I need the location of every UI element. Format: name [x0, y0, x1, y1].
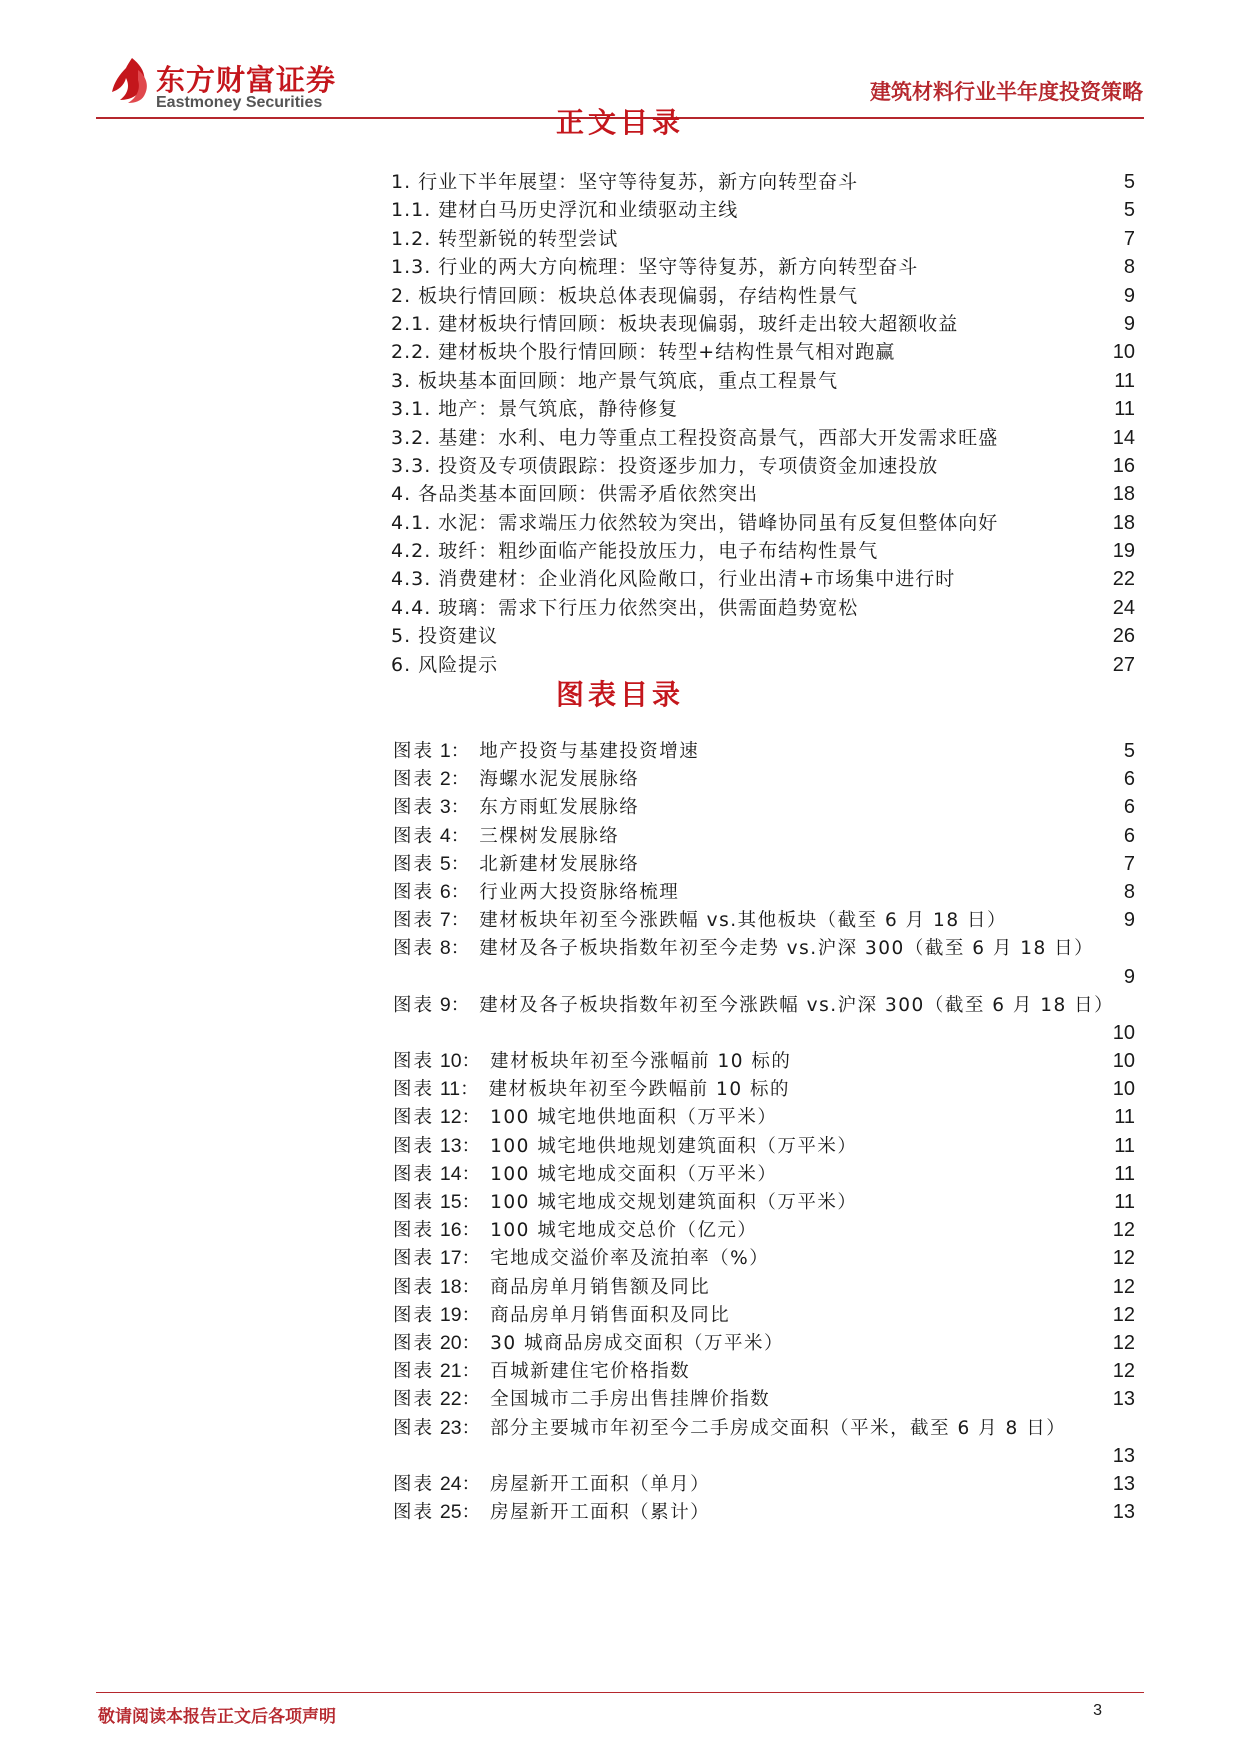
- figure-colon: ：: [461, 1192, 481, 1214]
- figure-entry-label: [393, 1329, 784, 1358]
- figure-entry[interactable]: [393, 1357, 1135, 1385]
- footer-divider: [96, 1692, 1144, 1693]
- figure-entry-page: 13: [1112, 1472, 1135, 1495]
- toc-entry-page: 26: [1112, 625, 1135, 648]
- figure-number: 25: [439, 1501, 462, 1524]
- toc-entry-page: 9: [1123, 312, 1135, 335]
- figure-number: 4: [439, 824, 451, 847]
- figure-entry[interactable]: [393, 1301, 1135, 1329]
- figure-caption: 建材板块年初至今涨跌幅 vs.其他板块（截至 6 月 18 日）: [479, 910, 1007, 932]
- figure-entry-label: [393, 1244, 769, 1273]
- figure-entry-page: 10: [1112, 1021, 1135, 1044]
- figure-entry-page: 11: [1114, 1162, 1135, 1185]
- figure-entry[interactable]: [393, 1188, 1135, 1216]
- toc-entry-page: 16: [1112, 454, 1135, 477]
- figure-caption: 建材板块年初至今涨幅前 10 标的: [490, 1051, 792, 1073]
- figure-colon: ：: [461, 1163, 481, 1185]
- figure-entry[interactable]: [393, 737, 1135, 765]
- figure-entry[interactable]: [393, 1160, 1135, 1188]
- figure-entry-page: 9: [1123, 965, 1135, 988]
- figure-number: 21: [439, 1360, 462, 1383]
- figure-entry-page: 5: [1123, 740, 1135, 762]
- figure-caption: 100 城宅地供地规划建筑面积（万平米）: [490, 1135, 858, 1157]
- figure-prefix: 图表: [393, 1107, 435, 1129]
- toc-entry[interactable]: [391, 367, 1135, 395]
- toc-title: 正文目录: [555, 106, 684, 139]
- figure-caption: 房屋新开工面积（单月）: [490, 1473, 711, 1495]
- toc-entry-label: 1.3. 行业的两大方向梳理：坚守等待复苏，新方向转型奋斗: [391, 256, 919, 279]
- toc-entry-label: 3. 板块基本面回顾：地产景气筑底，重点工程景气: [391, 369, 839, 392]
- figure-caption: 北新建材发展脉络: [479, 853, 640, 875]
- figure-number: 7: [439, 909, 451, 932]
- toc-entry[interactable]: [391, 509, 1135, 537]
- figure-entry-page: 13: [1112, 1444, 1135, 1467]
- figure-colon: ：: [450, 910, 470, 932]
- toc-entry[interactable]: [391, 310, 1135, 338]
- figure-entry-label: [393, 906, 1007, 935]
- figure-number: 15: [439, 1191, 462, 1214]
- toc-entry-label: 4.1. 水泥：需求端压力依然较为突出，错峰协同虽有反复但整体向好: [391, 511, 999, 534]
- figure-entry-label: [393, 934, 1094, 963]
- figure-prefix: 图表: [393, 741, 435, 762]
- report-title: 建筑材料行业半年度投资策略: [870, 80, 1143, 104]
- figure-colon: ：: [461, 1304, 481, 1326]
- figure-number: 8: [439, 937, 451, 960]
- toc-entry-label: 1.2. 转型新锐的转型尝试: [391, 227, 619, 250]
- figure-entry[interactable]: [393, 934, 1135, 990]
- toc-entry[interactable]: [391, 424, 1135, 452]
- figure-colon: ：: [461, 1276, 481, 1298]
- figure-caption: 海螺水泥发展脉络: [479, 769, 640, 791]
- figure-entry-page: 13: [1112, 1388, 1135, 1411]
- toc-entry-label: 1.1. 建材白马历史浮沉和业绩驱动主线: [391, 199, 739, 222]
- figure-number: 24: [439, 1472, 462, 1495]
- toc-entry[interactable]: [391, 168, 1135, 196]
- toc-entry[interactable]: [391, 565, 1135, 593]
- figure-entry[interactable]: [393, 1273, 1135, 1301]
- figure-colon: ：: [461, 1502, 481, 1524]
- figure-prefix: 图表: [393, 881, 435, 903]
- figure-prefix: 图表: [393, 1135, 435, 1157]
- figure-number: 18: [439, 1275, 462, 1298]
- toc-entry-page: 10: [1112, 341, 1135, 364]
- figure-number: 22: [439, 1388, 462, 1411]
- figure-colon: ：: [461, 1107, 481, 1129]
- figure-colon: ：: [461, 1417, 481, 1439]
- figure-caption: 行业两大投资脉络梳理: [479, 881, 680, 903]
- figure-entry[interactable]: [393, 1470, 1135, 1498]
- toc-entry[interactable]: [391, 480, 1135, 508]
- toc-entry-label: 4.3. 消费建材：企业消化风险敞口，行业出清+市场集中进行时: [391, 568, 956, 591]
- toc-entry-page: 5: [1123, 199, 1135, 222]
- figure-colon: ：: [461, 1361, 481, 1383]
- figure-caption: 三棵树发展脉络: [479, 825, 620, 847]
- figure-colon: ：: [450, 853, 470, 875]
- figure-entry[interactable]: [393, 1216, 1135, 1244]
- toc-entry-label: 4.2. 玻纤：粗纱面临产能投放压力，电子布结构性景气: [391, 540, 879, 563]
- figure-number: 23: [439, 1416, 462, 1439]
- figure-entry-page: 12: [1112, 1360, 1135, 1383]
- figure-entry[interactable]: [393, 1414, 1135, 1470]
- figure-entry-label: [393, 1414, 1066, 1443]
- figure-colon: ：: [461, 1135, 481, 1157]
- toc-entry[interactable]: [391, 594, 1135, 622]
- figure-caption: 建材及各子板块指数年初至今走势 vs.沪深 300（截至 6 月 18 日）: [479, 938, 1095, 960]
- figure-colon: ：: [450, 797, 470, 819]
- figure-entry-page: 13: [1112, 1501, 1135, 1524]
- figure-prefix: 图表: [393, 1220, 435, 1242]
- toc-entry[interactable]: [391, 253, 1135, 281]
- toc-entry-label: 3.2. 基建：水利、电力等重点工程投资高景气，西部大开发需求旺盛: [391, 426, 999, 449]
- toc-entry-page: 8: [1123, 256, 1135, 279]
- figure-entry-label: [393, 1160, 777, 1189]
- figure-caption: 地产投资与基建投资增速: [479, 741, 700, 762]
- figure-number: 20: [439, 1331, 462, 1354]
- toc-entry-page: 18: [1112, 483, 1135, 506]
- figure-entry[interactable]: [393, 765, 1135, 793]
- toc-entry-page: 11: [1114, 398, 1135, 421]
- figure-prefix: 图表: [393, 1051, 435, 1073]
- disclaimer-note: 敬请阅读本报告正文后各项声明: [98, 1707, 336, 1727]
- figure-entry[interactable]: [393, 1329, 1135, 1357]
- figure-prefix: 图表: [393, 797, 435, 819]
- figure-entry-page: 11: [1114, 1134, 1135, 1157]
- figure-number: 2: [439, 768, 451, 791]
- figure-number: 17: [439, 1247, 462, 1270]
- figure-colon: ：: [450, 994, 470, 1016]
- figure-caption: 东方雨虹发展脉络: [479, 797, 640, 819]
- figure-colon: ：: [461, 1332, 481, 1354]
- figure-caption: 100 城宅地成交面积（万平米）: [490, 1163, 778, 1185]
- figure-prefix: 图表: [393, 769, 435, 791]
- figure-colon: ：: [450, 881, 470, 903]
- figure-entry-page: 12: [1112, 1331, 1135, 1354]
- toc-entry-page: 14: [1112, 426, 1135, 449]
- figure-number: 3: [439, 796, 451, 819]
- toc-entry-label: 2.1. 建材板块行情回顾：板块表现偏弱，玻纤走出较大超额收益: [391, 312, 959, 335]
- figure-entry-label: [393, 1357, 690, 1386]
- page-number: 3: [1093, 1702, 1102, 1719]
- figure-entry-page: 12: [1112, 1247, 1135, 1270]
- figure-number: 5: [439, 852, 451, 875]
- figure-entry[interactable]: [393, 850, 1135, 878]
- figure-caption: 建材板块年初至今跌幅前 10 标的: [488, 1079, 790, 1101]
- eastmoney-flame-icon: [108, 56, 154, 104]
- figure-colon: ：: [461, 1051, 481, 1073]
- figure-entry-label: [393, 1385, 770, 1414]
- toc-entry-label: 2.2. 建材板块个股行情回顾：转型+结构性景气相对跑赢: [391, 341, 896, 364]
- figure-colon: ：: [461, 1389, 481, 1411]
- figure-entry-page: 9: [1123, 909, 1135, 932]
- toc-entry[interactable]: [391, 452, 1135, 480]
- figure-colon: ：: [450, 741, 470, 762]
- figure-entry[interactable]: [393, 1244, 1135, 1272]
- figure-entry-label: [393, 1498, 710, 1527]
- figure-entry-page: 6: [1123, 824, 1135, 847]
- toc-entry-page: 22: [1112, 568, 1135, 591]
- figure-entry-label: [393, 991, 1114, 1020]
- figure-entry-page: 6: [1123, 768, 1135, 791]
- figure-caption: 全国城市二手房出售挂牌价指数: [490, 1389, 771, 1411]
- figure-entry[interactable]: [393, 1047, 1135, 1075]
- logo-chinese-name: 东方财富证券: [156, 63, 337, 97]
- logo-english-name: Eastmoney Securities: [156, 94, 323, 111]
- figure-entry[interactable]: [393, 878, 1135, 906]
- toc-entry-label: 5. 投资建议: [391, 625, 499, 648]
- figure-entry-label: [393, 822, 619, 851]
- figure-entry-label: [393, 1216, 757, 1245]
- figure-prefix: 图表: [393, 1192, 435, 1214]
- figure-entry-page: 12: [1112, 1219, 1135, 1242]
- toc-entry[interactable]: [391, 196, 1135, 224]
- figure-prefix: 图表: [393, 910, 435, 932]
- toc-entry-page: 19: [1112, 540, 1135, 563]
- figure-prefix: 图表: [393, 938, 435, 960]
- figure-caption: 商品房单月销售额及同比: [490, 1276, 711, 1298]
- figure-colon: ：: [450, 769, 470, 791]
- figure-colon: ：: [461, 1473, 481, 1495]
- figure-entry[interactable]: [393, 793, 1135, 821]
- figure-prefix: 图表: [393, 1248, 435, 1270]
- figure-caption: 宅地成交溢价率及流拍率（%）: [490, 1248, 770, 1270]
- figure-entry-label: [393, 850, 639, 879]
- figure-entry[interactable]: [393, 1075, 1135, 1103]
- figure-entry[interactable]: [393, 991, 1135, 1047]
- toc-entry-label: 2. 板块行情回顾：板块总体表现偏弱，存结构性景气: [391, 284, 859, 307]
- figure-entry-label: [393, 1273, 710, 1302]
- figure-colon: ：: [461, 1220, 481, 1242]
- toc-entry-page: 27: [1112, 653, 1135, 676]
- figures-title: 图表目录: [555, 678, 684, 711]
- figure-caption: 百城新建住宅价格指数: [490, 1361, 691, 1383]
- toc-entry-page: 5: [1123, 171, 1135, 193]
- toc-entry-label: 4. 各品类基本面回顾：供需矛盾依然突出: [391, 483, 759, 506]
- figure-entry-label: [393, 878, 679, 907]
- figure-colon: ：: [450, 938, 470, 960]
- figure-entry-page: 8: [1123, 880, 1135, 903]
- figure-caption: 房屋新开工面积（累计）: [490, 1502, 711, 1524]
- figure-caption: 部分主要城市年初至今二手房成交面积（平米，截至 6 月 8 日）: [490, 1417, 1067, 1439]
- figure-entry-page: 7: [1123, 852, 1135, 875]
- figure-colon: ：: [461, 1248, 481, 1270]
- figure-entry-label: [393, 1047, 791, 1076]
- figure-entry-label: [393, 1132, 857, 1161]
- figure-caption: 100 城宅地供地面积（万平米）: [490, 1107, 778, 1129]
- figure-prefix: 图表: [393, 825, 435, 847]
- figure-prefix: 图表: [393, 1417, 435, 1439]
- figure-entry[interactable]: [393, 1103, 1135, 1131]
- toc-entry-label: 3.3. 投资及专项债跟踪：投资逐步加力，专项债资金加速投放: [391, 454, 939, 477]
- figure-prefix: 图表: [393, 1502, 435, 1524]
- figure-entry-page: 12: [1112, 1275, 1135, 1298]
- toc-entry-page: 24: [1112, 596, 1135, 619]
- figure-number: 9: [439, 993, 451, 1016]
- toc-entry-label: 3.1. 地产：景气筑底，静待修复: [391, 398, 679, 421]
- toc-entry-label: 1. 行业下半年展望：坚守等待复苏，新方向转型奋斗: [391, 171, 859, 193]
- figure-colon: ：: [450, 825, 470, 847]
- figure-number: 10: [439, 1050, 462, 1073]
- figure-number: 11: [439, 1078, 461, 1101]
- figure-number: 12: [439, 1106, 462, 1129]
- figure-entry[interactable]: [393, 1385, 1135, 1413]
- figure-prefix: 图表: [393, 1389, 435, 1411]
- figure-entry-label: [393, 765, 639, 794]
- figure-prefix: 图表: [393, 1473, 435, 1495]
- figure-prefix: 图表: [393, 1332, 435, 1354]
- toc-entry[interactable]: [391, 395, 1135, 423]
- figure-number: 13: [439, 1134, 462, 1157]
- toc-entry-label: 6. 风险提示: [391, 653, 499, 676]
- toc-entry-page: 7: [1123, 227, 1135, 250]
- figure-entry-page: 6: [1123, 796, 1135, 819]
- figure-entry[interactable]: [393, 1498, 1135, 1526]
- figure-prefix: 图表: [393, 853, 435, 875]
- figure-entry[interactable]: [393, 822, 1135, 850]
- figure-prefix: 图表: [393, 1163, 435, 1185]
- figure-entry-label: [393, 737, 699, 766]
- figure-number: 6: [439, 880, 451, 903]
- figure-prefix: 图表: [393, 1079, 435, 1101]
- toc-entry[interactable]: [391, 622, 1135, 650]
- figure-caption: 商品房单月销售面积及同比: [490, 1304, 731, 1326]
- toc-list: [391, 168, 1135, 679]
- figure-entry-label: [393, 1075, 790, 1104]
- figure-entry-page: 10: [1112, 1050, 1135, 1073]
- figure-number: 19: [439, 1303, 462, 1326]
- toc-entry[interactable]: [391, 225, 1135, 253]
- figure-prefix: 图表: [393, 1276, 435, 1298]
- figure-caption: 30 城商品房成交面积（万平米）: [490, 1332, 785, 1354]
- figure-entry[interactable]: [393, 906, 1135, 934]
- figure-entry-label: [393, 1301, 730, 1330]
- figure-caption: 100 城宅地成交规划建筑面积（万平米）: [490, 1192, 858, 1214]
- figure-entry-page: 10: [1112, 1078, 1135, 1101]
- figure-entry[interactable]: [393, 1132, 1135, 1160]
- toc-entry-label: 4.4. 玻璃：需求下行压力依然突出，供需面趋势宽松: [391, 596, 859, 619]
- figure-prefix: 图表: [393, 1304, 435, 1326]
- figure-prefix: 图表: [393, 1361, 435, 1383]
- figures-list: [393, 737, 1135, 1526]
- figure-entry-label: [393, 1188, 857, 1217]
- figure-entry-page: 11: [1114, 1106, 1135, 1129]
- figure-number: 1: [439, 740, 451, 762]
- toc-entry[interactable]: [391, 338, 1135, 366]
- figure-entry-label: [393, 1470, 710, 1499]
- toc-entry-page: 9: [1123, 284, 1135, 307]
- figure-entry-page: 12: [1112, 1303, 1135, 1326]
- toc-entry[interactable]: [391, 282, 1135, 310]
- figure-entry-label: [393, 1103, 777, 1132]
- figure-entry-page: 11: [1114, 1191, 1135, 1214]
- figure-number: 16: [439, 1219, 462, 1242]
- figure-prefix: 图表: [393, 994, 435, 1016]
- figure-colon: ：: [460, 1079, 479, 1101]
- figure-caption: 100 城宅地成交总价（亿元）: [490, 1220, 758, 1242]
- toc-entry[interactable]: [391, 537, 1135, 565]
- toc-entry-page: 11: [1114, 369, 1135, 392]
- figure-caption: 建材及各子板块指数年初至今涨跌幅 vs.沪深 300（截至 6 月 18 日）: [479, 994, 1115, 1016]
- figure-number: 14: [439, 1162, 462, 1185]
- figure-entry-label: [393, 793, 639, 822]
- toc-entry-page: 18: [1112, 511, 1135, 534]
